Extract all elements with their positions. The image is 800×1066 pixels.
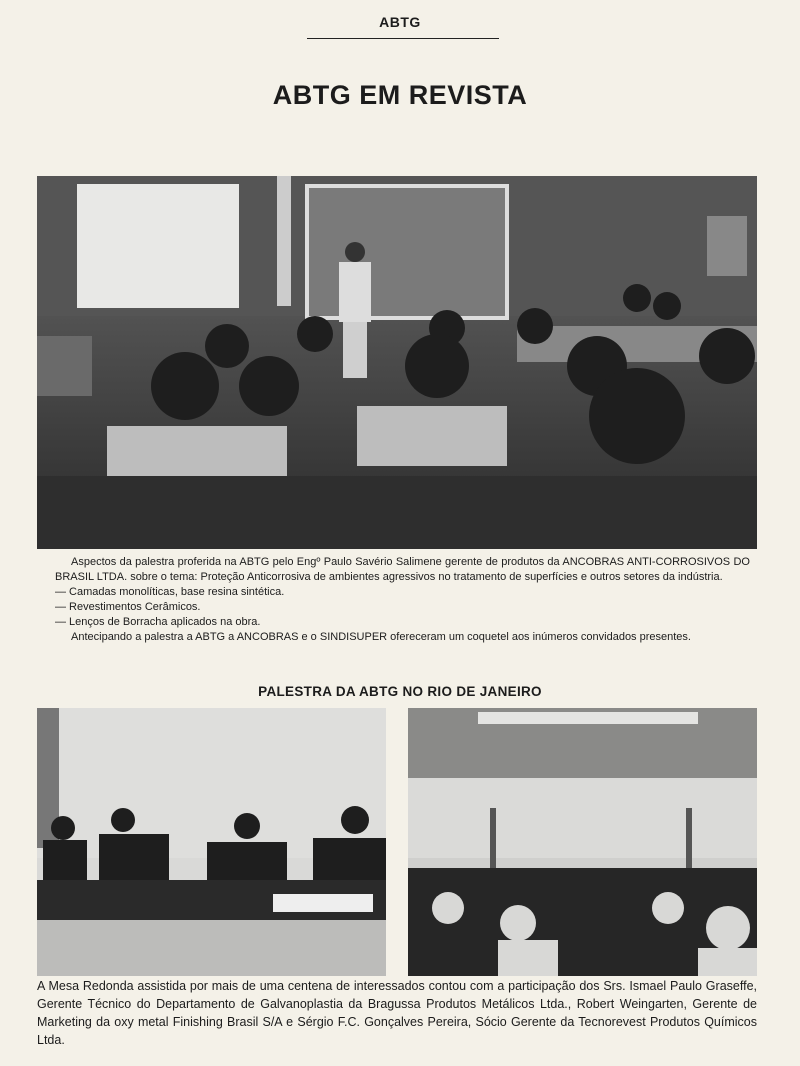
header-rule <box>307 38 499 39</box>
page-title: ABTG EM REVISTA <box>272 80 528 110</box>
section-title: PALESTRA DA ABTG NO RIO DE JANEIRO <box>258 684 542 699</box>
lecture-photo <box>37 176 757 549</box>
caption-top-item: — Camadas monolíticas, base resina sintética. <box>55 586 285 598</box>
audience-photo <box>408 708 757 976</box>
caption-top-intro: Aspectos da palestra proferida na ABTG pelo Engº Paulo Savério Salimene gerente de produtos da ANCOBRAS ANTI-CORROSIVOS DO BRASIL LTDA. sobre o tema: Proteção Anticorrosiva de ambientes agressivos no tratamento de superfícies e outros setores da indústria. <box>55 556 750 583</box>
caption-bottom: A Mesa Redonda assistida por mais de uma centena de interessados contou com a participação dos Srs. Ismael Paulo Graseffe, Gerente Técnico do Departamento de Galvanoplastia da Bragussa Produtos Metálicos Ltda., Robert Weingarten, Gerente de Marketing da oxy metal Finishing Brasil S/A e Sérgio F.C. Gonçalves Pereira, Sócio Gerente da Tecnorevest Produtos Químicos Ltda. <box>37 979 757 1047</box>
round-table-photo <box>37 708 386 976</box>
header-tag: ABTG <box>379 14 421 30</box>
caption-top-item: — Lenços de Borracha aplicados na obra. <box>55 616 261 628</box>
caption-top <box>55 555 750 645</box>
caption-top-item: — Revestimentos Cerâmicos. <box>55 601 201 613</box>
caption-top-closing: Antecipando a palestra a ABTG a ANCOBRAS e o SINDISUPER ofereceram um coquetel aos inúmeros convidados presentes. <box>71 631 691 643</box>
